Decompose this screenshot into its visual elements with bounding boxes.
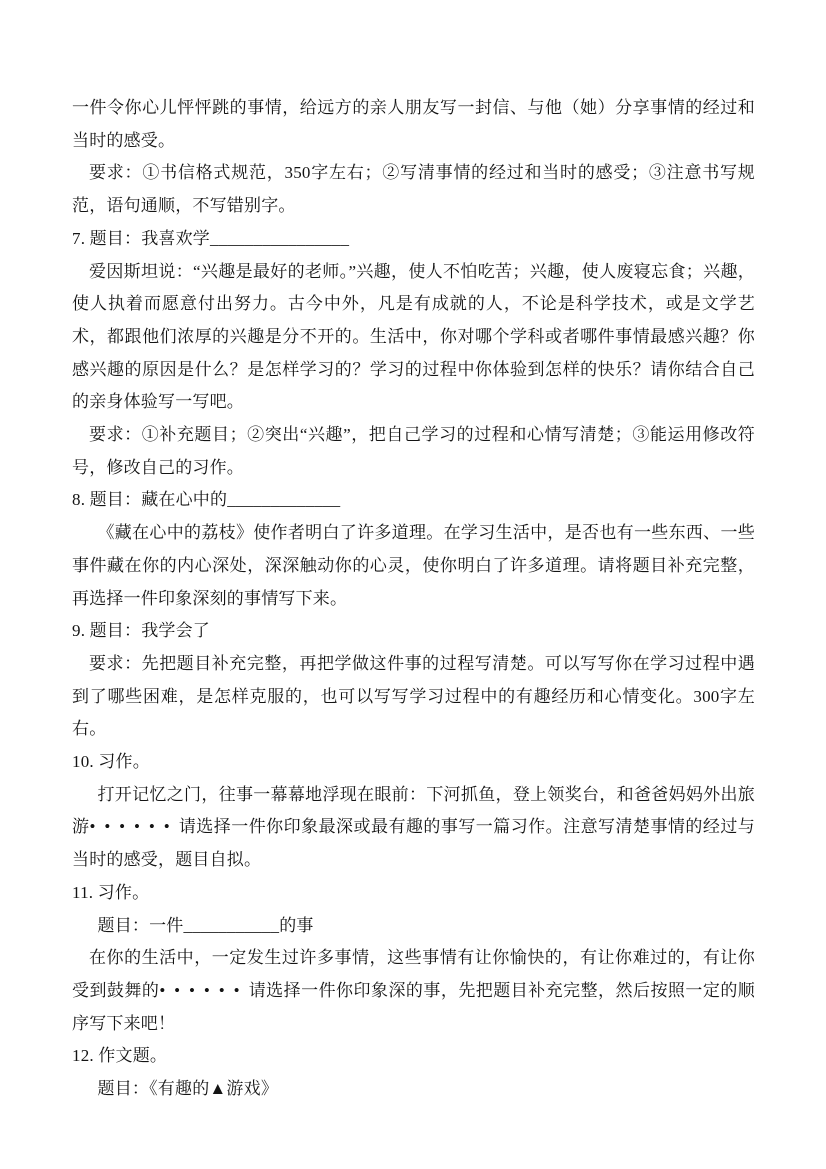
item10-heading: 10. 习作。 bbox=[72, 752, 150, 772]
item11-heading: 11. 习作。 bbox=[72, 882, 150, 902]
item11-title: 题目：一件___________的事 bbox=[97, 915, 314, 935]
item9-title: 9. 题目：我学会了 bbox=[72, 621, 210, 641]
letter-task-requirements: 要求：①书信格式规范，350字左右；②写清事情的经过和当时的感受；③注意书写规范，语句通顺，不写错别字。 bbox=[72, 163, 755, 216]
item7-title: 7. 题目：我喜欢学________________ bbox=[72, 228, 350, 248]
letter-task-continuation: 一件令你心儿怦怦跳的事情，给远方的亲人朋友写一封信、与他（她）分享事情的经过和当时的感受。 bbox=[72, 98, 755, 150]
item12-title: 题目：《有趣的▲游戏》 bbox=[97, 1079, 279, 1099]
item9-requirements: 要求：先把题目补充完整，再把学做这件事的过程写清楚。可以写写你在学习过程中遇到了哪些困难，是怎样克服的，也可以写写学习过程中的有趣经历和心情变化。300字左右。 bbox=[72, 653, 755, 739]
item11-prompt: 在你的生活中，一定发生过许多事情，这些事情有让你愉快的，有让你难过的，有让你受到鼓舞的• • • • • • 请选择一件你印象深的事，先把题目补充完整，然后按照一定的顺序写下来吧！ bbox=[72, 948, 755, 1033]
item8-prompt: 《藏在心中的荔枝》使作者明白了许多道理。在学习生活中，是否也有一些东西、一些事件藏在你的内心深处，深深触动你的心灵，使你明白了许多道理。请将题目补充完整，再选择一件印象深刻的事情写下来。 bbox=[72, 523, 755, 608]
worksheet-text-block bbox=[72, 92, 755, 1106]
item7-requirements: 要求：①补充题目；②突出“兴趣”，把自己学习的过程和心情写清楚；③能运用修改符号，修改自己的习作。 bbox=[72, 425, 755, 477]
item12-heading: 12. 作文题。 bbox=[72, 1046, 168, 1066]
item8-title: 8. 题目：藏在心中的_____________ bbox=[72, 490, 341, 510]
item10-prompt: 打开记忆之门，往事一幕幕地浮现在眼前：下河抓鱼，登上领奖台，和爸爸妈妈外出旅游• • • • • • 请选择一件你印象最深或最有趣的事写一篇习作。注意写清楚事情的经过与当时的感受，题目自拟。 bbox=[72, 784, 755, 870]
item7-prompt: 爱因斯坦说：“兴趣是最好的老师。”兴趣，使人不怕吃苦；兴趣，使人废寝忘食；兴趣，使人执着而愿意付出努力。古今中外，凡是有成就的人，不论是科学技术，或是文学艺术，都跟他们浓厚的兴趣是分不开的。生活中，你对哪个学科或者哪件事情最感兴趣？你感兴趣的原因是什么？是怎样学习的？学习的过程中你体验到怎样的快乐？请你结合自己的亲身体验写一写吧。 bbox=[72, 261, 755, 412]
